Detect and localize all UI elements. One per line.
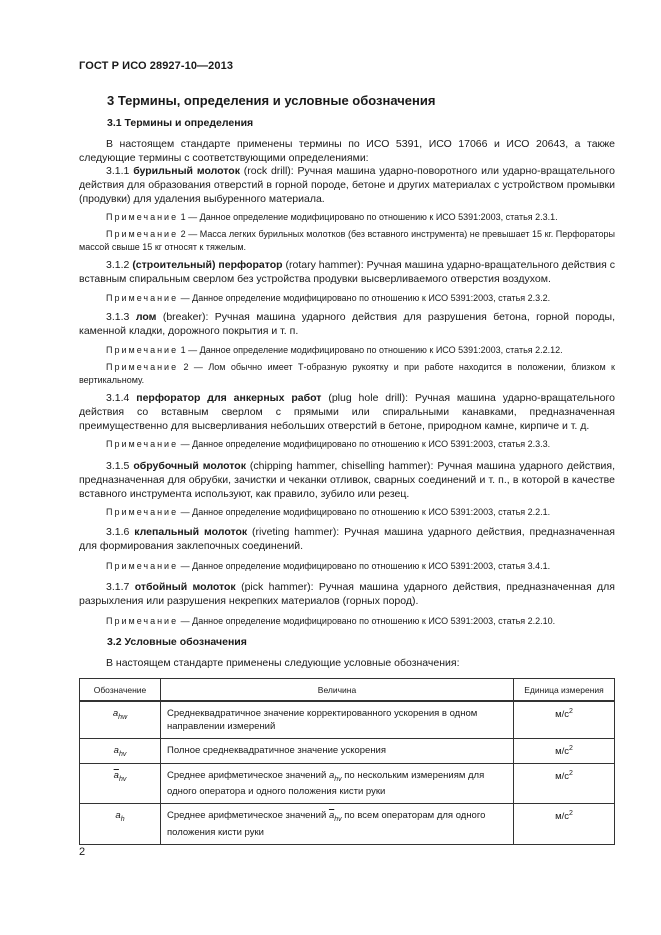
subsection-title-3-1: 3.1 Термины и определения xyxy=(107,117,254,129)
term-3-1-6: 3.1.6 клепальный молоток (riveting hammer): Ручная машина ударного действия, предназначенная для формирования заклепочных соединений. xyxy=(79,526,615,552)
page-number: 2 xyxy=(79,846,86,858)
quantity-cell: Среднеквадратичное значение корректированного ускорения в одном направлении измерений xyxy=(161,701,514,739)
table-header-symbol: Обозначение xyxy=(80,679,161,702)
symbol-cell: $a_{hv}$ xyxy=(80,739,161,764)
quantity-cell: Среднее арифметическое значений $a_{hv}$ по нескольким измерениям для одного оператора и одного положения кисти руки xyxy=(161,763,514,804)
table-header-quantity: Величина xyxy=(161,679,514,702)
note-3-1-4: Примечание — Данное определение модифицировано по отношению к ИСО 5391:2003, статья 2.3.3. xyxy=(106,439,551,449)
unit-cell: $м/с^2$ xyxy=(514,701,615,739)
symbol-cell: $\overline{a}_{hv}$ xyxy=(80,763,161,804)
quantity-cell: Полное среднеквадратичное значение ускорения xyxy=(161,739,514,764)
subsection-title-3-2: 3.2 Условные обозначения xyxy=(107,636,247,648)
table-row xyxy=(80,739,615,764)
table-row xyxy=(80,804,615,845)
note-3-1-5: Примечание — Данное определение модифицировано по отношению к ИСО 5391:2003, статья 2.2.1. xyxy=(106,507,551,517)
note-3-1-2: Примечание — Данное определение модифицировано по отношению к ИСО 5391:2003, статья 2.3.2. xyxy=(106,293,551,303)
unit-cell: $м/с^2$ xyxy=(514,739,615,764)
term-3-1-7: 3.1.7 отбойный молоток (pick hammer): Ручная машина ударного действия, предназначенная для разрыхления или разрушения некрепких материалов (горных пород). xyxy=(79,581,615,607)
term-3-1-4: 3.1.4 перфоратор для анкерных работ (plug hole drill): Ручная машина ударно-вращательного действия со вставным сверлом с прямыми или спиральными канавками, предназначенная преимущественно для высверливания небольших отверстий в бетоне, природном камне, кирпиче и т. д. xyxy=(79,392,615,432)
note-3-1-3-1: Примечание 1 — Данное определение модифицировано по отношению к ИСО 5391:2003, статья 2.2.12. xyxy=(106,345,563,355)
table-row xyxy=(80,763,615,804)
quantity-cell: Среднее арифметическое значений $\overline{a}_{hv}$ по всем операторам для одного положения кисти руки xyxy=(161,804,514,845)
table-header-row xyxy=(80,679,615,702)
table-header-unit: Единица измерения xyxy=(514,679,615,702)
symbols-table xyxy=(79,678,615,845)
intro-paragraph: В настоящем стандарте применены термины по ИСО 5391, ИСО 17066 и ИСО 20643, а также следующие термины с соответствующими определениями: xyxy=(79,138,615,164)
note-3-1-7: Примечание — Данное определение модифицировано по отношению к ИСО 5391:2003, статья 2.2.10. xyxy=(106,616,556,626)
unit-cell: $м/с^2$ xyxy=(514,763,615,804)
symbol-cell: $a_h$ xyxy=(80,804,161,845)
note-3-1-3-2: Примечание 2 — Лом обычно имеет Т-образную рукоятку и при работе находится в положении, близком к вертикальному. xyxy=(79,362,615,385)
unit-cell: $м/с^2$ xyxy=(514,804,615,845)
table-row xyxy=(80,701,615,739)
note-3-1-1-1: Примечание 1 — Данное определение модифицировано по отношению к ИСО 5391:2003, статья 2.3.1. xyxy=(106,212,558,222)
term-3-1-1: 3.1.1 бурильный молоток (rock drill): Ручная машина ударно-поворотного или ударно-вращательного действия для образования отверстий в горной породе, бетоне и других материалах с устройством промывки (продувки) для удаления выбуренного материала. xyxy=(79,165,615,205)
term-3-1-3: 3.1.3 лом (breaker): Ручная машина ударного действия для разрушения бетона, горной породы, каменной кладки, дорожного покрытия и т. п. xyxy=(79,311,615,337)
symbols-intro: В настоящем стандарте применены следующие условные обозначения: xyxy=(106,657,460,669)
symbol-cell: $a_{hw}$ xyxy=(80,701,161,739)
term-3-1-2: 3.1.2 (строительный) перфоратор (rotary hammer): Ручная машина ударно-вращательного действия с вставным спиральным сверлом без устройства продувки высверливаемого отверстия воздухом. xyxy=(79,259,615,285)
section-title: 3 Термины, определения и условные обозначения xyxy=(107,93,436,108)
note-3-1-1-2: Примечание 2 — Масса легких бурильных молотков (без вставного инструмента) не превышает 15 кг. Перфораторы массой свыше 15 кг относят к тяжелым. xyxy=(79,229,615,252)
note-3-1-6: Примечание — Данное определение модифицировано по отношению к ИСО 5391:2003, статья 3.4.1. xyxy=(106,561,551,571)
document-header: ГОСТ Р ИСО 28927-10—2013 xyxy=(79,60,234,72)
term-3-1-5: 3.1.5 обрубочный молоток (chipping hammer, chiselling hammer): Ручная машина ударного действия, предназначенная для обрубки, зачистки и чеканки отливок, сварных соединений и т. п., в которой в качестве вставного инструмента используют, как правило, зубило или резец. xyxy=(79,460,615,500)
